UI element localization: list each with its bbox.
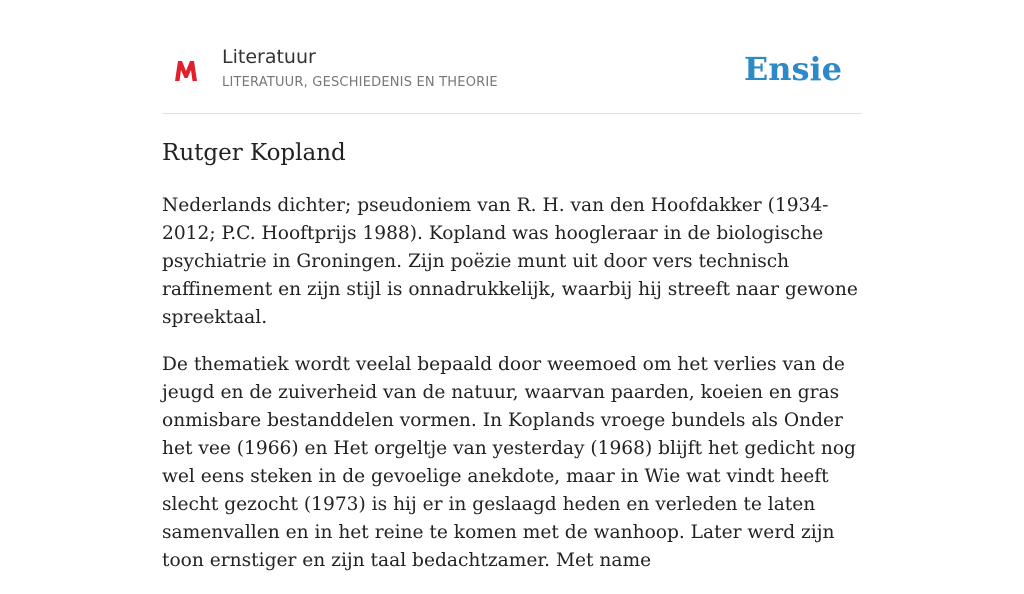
brand-logo[interactable]: Ensie xyxy=(743,50,842,88)
article-paragraph: Nederlands dichter; pseudoniem van R. H. van den Hoofdakker (1934-2012; P.C. Hooftprijs 1988). Kopland was hoogleraar in de biologische psychiatrie in Groningen. Zijn poëzie munt uit door vers technisch raffinement en zijn stijl is onnadrukkelijk, waarbij hij streeft naar gewone spreektaal. xyxy=(162,195,858,328)
article-title: Rutger Kopland xyxy=(162,140,346,166)
article-paragraph: De thematiek wordt veelal bepaald door weemoed om het verlies van de jeugd en de zuiverheid van de natuur, waarvan paarden, koeien en gras onmisbare bestanddelen vormen. In Koplands vroege bundels als Onder het vee (1966) en Het orgeltje van yesterday (1968) blijft het gedicht nog wel eens steken in de gevoelige anekdote, maar in Wie wat vindt heeft slecht gezocht (1973) is hij er in geslaagd heden en verleden te laten samenvallen en in het reine te komen met de wanhoop. Later werd zijn toon ernstiger en zijn taal bedachtzamer. Met name xyxy=(162,354,856,571)
section-subtitle: LITERATUUR, GESCHIEDENIS EN THEORIE xyxy=(222,75,498,90)
site-header xyxy=(162,40,862,114)
section-title[interactable]: Literatuur xyxy=(222,46,316,68)
article xyxy=(162,136,864,594)
ensie-m-logo-icon[interactable] xyxy=(172,56,200,84)
